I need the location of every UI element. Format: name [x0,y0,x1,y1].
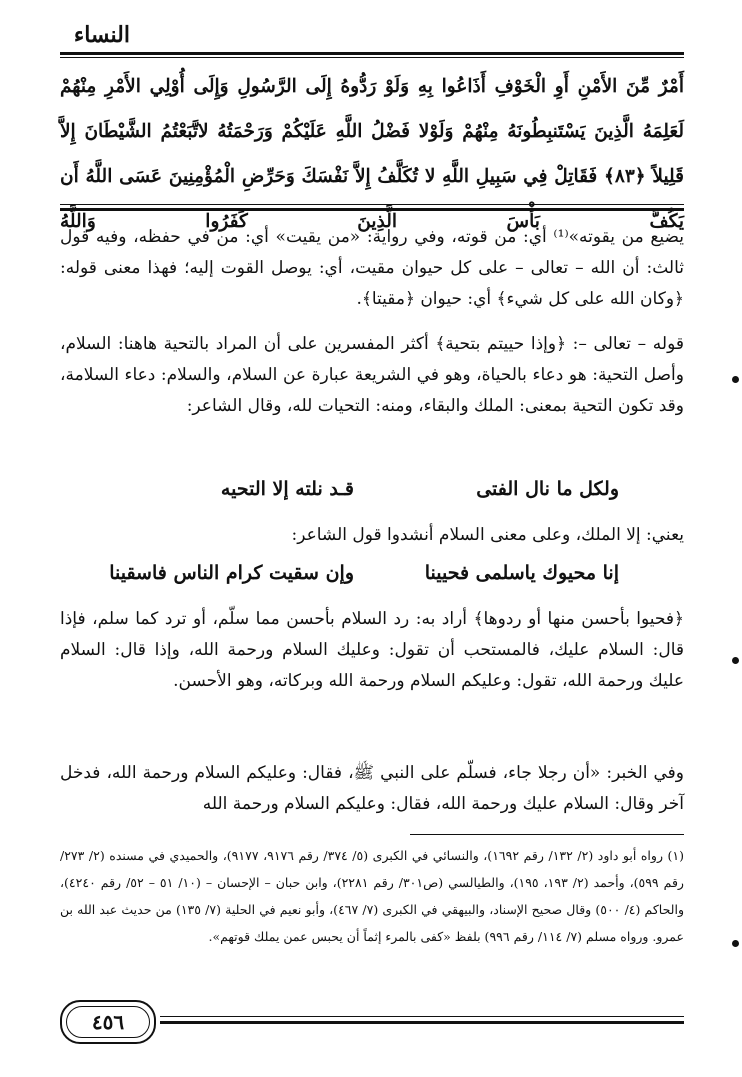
commentary-paragraph-4: ﴿فحيوا بأحسن منها أو ردوها﴾ أراد به: رد السلام بأحسن مما سلّم، أو ترد كما سلم، فإذا قال: السلام عليك، فالمستحب أن تقول: وعليك السلام ورحمة الله، وإذا قال: السلام عليك ورحمة الله، تقول: وعليكم السلام ورحمة الله وبركاته، وهو الأحسن. [60,609,684,691]
page-number: ٤٥٦ [91,1010,125,1034]
footnotes: (١) رواه أبو داود (٢/ ١٣٢/ رقم ١٦٩٢)، والنسائي في الكبرى (٥/ ٣٧٤/ رقم ٩١٧٦، ٩١٧٧)، والحميدي في مسنده (٢/ ٢٧٣/ رقم ٥٩٩)، وأحمد (٢/ ١٩٣، ١٩٥)، والطيالسي (ص٣٠١/ رقم ٢٢٨١)، وابن حبان – الإحسان – (١٠/ ٥١ – ٥٢/ رقم ٤٢٤٠)، والحاكم (٤/ ٥٠٠) وقال صحيح الإسناد، والبيهقي في الكبرى (٧/ ٤٦٧)، وأبو نعيم في الحلية (٧/ ١٣٥) من حديث عبد الله بن عمرو. ورواه مسلم (٧/ ١١٤/ رقم ٩٩٦) بلفظ «كفى بالمرء إثماً أن يحبس عمن يملك قوتهم». [60,848,685,944]
header-rule [60,52,684,55]
commentary-paragraph-2: قوله – تعالى –: ﴿وإذا حييتم بتحية﴾ أكثر المفسرين على أن المراد بالتحية هاهنا: السلام، وأصل التحية: هو دعاء بالحياة، وهو في الشريعة عبارة عن السلام، والسلام: دعاء السلامة، وقد تكون التحية بمعنى: الملك والبقاء، ومنه: التحيات لله، وقال الشاعر: [60,334,684,416]
margin-dot-icon [732,940,739,947]
commentary-paragraph-1: يضيع من يقوته»⁽¹⁾ أي: من قوته، وفي رواية: «من يقيت» أي: من في حفظه، وفيه قول ثالث: أن الله – تعالى – على كل حيوان مقيت، أي: يوصل القوت إليه؛ فهذا معنى قوله: ﴿وكان الله على كل شيء﴾ أي: حيوان ﴿مقيتا﴾. [60,227,684,309]
poetry-verse-2 [60,562,684,596]
poetry-hemistich-first: ولكل ما نال الفتى [476,478,619,500]
page-number-frame [60,1000,156,1044]
header-rule-thin [60,57,684,58]
poetry-hemistich-second: قـد نلته إلا التحيه [220,478,354,500]
commentary-paragraph-3: يعني: إلا الملك، وعلى معنى السلام أنشدوا قول الشاعر: [291,525,684,545]
poetry-verse-1 [60,478,684,512]
running-header-title: النساء [73,22,130,48]
footer-rule-thin [160,1016,684,1017]
verse-rule-thin [60,204,684,205]
poetry-hemistich-first: إنا محيوك ياسلمى فحيينا [424,562,619,584]
page-number-frame-inner [66,1006,150,1038]
margin-dot-icon [732,657,739,664]
margin-dot-icon [732,376,739,383]
footer-rule [160,1021,684,1024]
quran-verse-block: أَمْرٌ مِّنَ الأَمْنِ أَوِ الْخَوْفِ أَذَاعُوا بِهِ وَلَوْ رَدُّوهُ إِلَى الرَّسُولِ وَإِلَى أُوْلِي الأَمْرِ مِنْهُمْ لَعَلِمَهُ الَّذِينَ يَسْتَنبِطُونَهُ مِنْهُمْ وَلَوْلا فَضْلُ اللَّهِ عَلَيْكُمْ وَرَحْمَتُهُ لاتَّبَعْتُمُ الشَّيْطَانَ إِلاَّ قَلِيلاً ﴿٨٣﴾ فَقَاتِلْ فِي سَبِيلِ اللَّهِ لا تُكَلَّفُ إِلاَّ نَفْسَكَ وَحَرِّضِ الْمُؤْمِنِينَ عَسَى اللَّهُ أَن يَكُفَّ بَأْسَ الَّذِينَ كَفَرُوا وَاللَّهُ [60,76,684,232]
poetry-hemistich-second: وإن سقيت كرام الناس فاسقينا [109,562,354,584]
footnote-rule [410,834,684,835]
verse-rule [60,208,684,211]
commentary-paragraph-5: وفي الخبر: «أن رجلا جاء، فسلّم على النبي ﷺ، فقال: وعليكم السلام ورحمة الله، فدخل آخر وقال: السلام عليك ورحمة الله، فقال: وعليكم السلام ورحمة الله [60,763,684,814]
